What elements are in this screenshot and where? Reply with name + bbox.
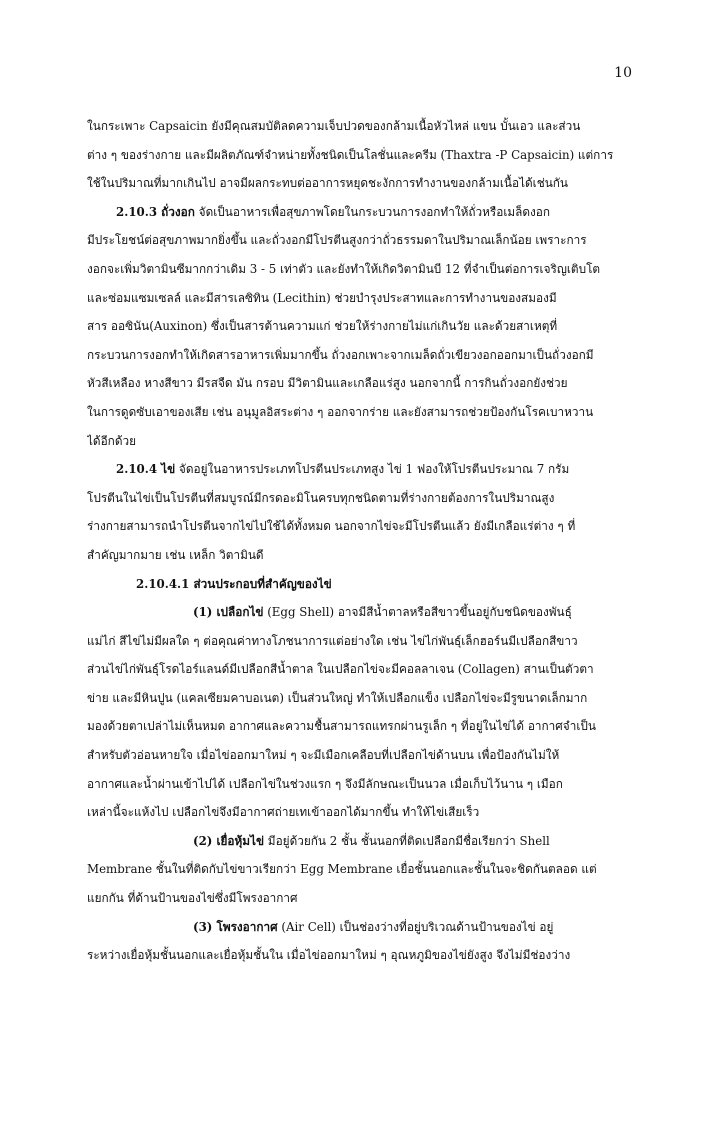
- text-line: [87, 684, 635, 713]
- bold-text: (1) เปลือกไข่: [193, 605, 264, 620]
- text-run: แยกกัน ที่ด้านป้านของไข่ซึ่งมีโพรงอากาศ: [87, 891, 298, 906]
- line-content: [116, 198, 550, 227]
- text-line: [87, 941, 635, 970]
- text-line: [87, 627, 635, 656]
- line-content: [87, 141, 613, 170]
- text-run: สำคัญมากมาย เช่น เหล็ก วิตามินดี: [87, 547, 264, 562]
- line-content: [87, 684, 587, 713]
- bold-text: (3) โพรงอากาศ: [193, 919, 278, 934]
- text-run: อากาศและน้ำผ่านเข้าไปได้ เปลือกไข่ในช่วงแรก ๆ จึงมีลักษณะเป็นนวล เมื่อเก็บไว้นาน ๆ เมือก: [87, 776, 563, 791]
- text-run: ในการดูดซับเอาของเสีย เช่น อนุมูลอิสระต่าง ๆ ออกจากร่าย และยังสามารถช่วยป้องกันโรคเบาหวาน: [87, 404, 594, 419]
- text-line: [87, 913, 635, 942]
- text-line: [87, 541, 635, 570]
- text-line: [87, 712, 635, 741]
- text-run: Membrane ชั้นในที่ติดกับไข่ขาวเรียกว่า Egg Membrane เยื่อชั้นนอกและชั้นในจะชิดกันตลอด แต่: [87, 862, 597, 877]
- line-content: [87, 627, 578, 656]
- line-content: [87, 541, 264, 570]
- text-line: [87, 169, 635, 198]
- line-content: [87, 798, 479, 827]
- text-run: มีอยู่ด้วยกัน 2 ชั้น ชั้นนอกที่ติดเปลือกมีชื่อเรียกว่า Shell: [264, 833, 550, 848]
- text-run: มีประโยชน์ต่อสุขภาพมากยิ่งขึ้น และถั่วงอกมีโปรตีนสูงกว่าถั่วธรรมดาในปริมาณเล็กน้อย เพราะการ: [87, 233, 587, 248]
- text-run: ใช้ในปริมาณที่มากเกินไป อาจมีผลกระทบต่ออาการหยุดชะงักการทำงานของกล้ามเนื้อได้เช่นกัน: [87, 176, 568, 191]
- text-run: หัวสีเหลือง หางสีขาว มีรสจืด มัน กรอบ มีวิตามินและเกลือแร่สูง นอกจากนี้ การกินถั่วงอกยังช่วย: [87, 376, 568, 391]
- text-line: [87, 226, 635, 255]
- text-run: โปรตีนในไข่เป็นโปรตีนที่สมบูรณ์มีกรดอะมิโนครบทุกชนิดตามที่ร่างกายต้องการในปริมาณสูง: [87, 490, 555, 505]
- text-run: สำหรับตัวอ่อนหายใจ เมื่อไข่ออกมาใหม่ ๆ จะมีเมือกเคลือบที่เปลือกไข่ด้านบน เพื่อป้องกันไม่ให้: [87, 748, 560, 763]
- line-content: [87, 484, 554, 513]
- text-run: เหล่านี้จะแห้งไป เปลือกไข่จึงมีอากาศถ่ายเทเข้าออกได้มากขึ้น ทำให้ไข่เสียเร็ว: [87, 805, 480, 820]
- line-content: [87, 741, 559, 770]
- text-line: [87, 741, 635, 770]
- bold-text: (2) เยื่อหุ้มไข่: [193, 833, 265, 848]
- text-run: มองด้วยตาเปล่าไม่เห็นหมด อากาศและความชื้นสามารถแทรกผ่านรูเล็ก ๆ ที่อยู่ในไข่ได้ อากาศจำเป็น: [87, 719, 596, 734]
- bold-text: 2.10.4 ไข่: [116, 462, 176, 477]
- line-content: [87, 255, 600, 284]
- line-content: [87, 884, 298, 913]
- line-content: [193, 598, 572, 627]
- text-line: [87, 827, 635, 856]
- text-line: [87, 141, 635, 170]
- text-line: [87, 655, 635, 684]
- page-number: 10: [614, 65, 632, 81]
- line-content: [193, 913, 553, 942]
- text-line: [87, 198, 635, 227]
- line-content: [87, 770, 563, 799]
- text-run: กระบวนการงอกทำให้เกิดสารอาหารเพิ่มมากขึ้น ถั่วงอกเพาะจากเมล็ดถั่วเขียวงอกออกมาเป็นถั่วงอกมี: [87, 347, 594, 362]
- body-text: [87, 112, 635, 970]
- text-line: [87, 570, 635, 599]
- text-line: [87, 484, 635, 513]
- line-content: [116, 455, 569, 484]
- text-run: จัดอยู่ในอาหารประเภทโปรตีนประเภทสูง ไข่ 1 ฟองให้โปรตีนประมาณ 7 กรัม: [175, 462, 570, 477]
- line-content: [87, 712, 596, 741]
- line-content: [87, 226, 587, 255]
- line-content: [87, 427, 136, 456]
- line-content: [87, 855, 597, 884]
- text-line: [87, 884, 635, 913]
- line-content: [87, 112, 580, 141]
- line-content: [87, 655, 594, 684]
- text-line: [87, 427, 635, 456]
- text-run: สาร ออซินัน(Auxinon) ซึ่งเป็นสารต้านความแก่ ช่วยให้ร่างกายไม่แก่เกินวัย และด้วยสาเหตุที่: [87, 319, 558, 334]
- line-content: [87, 341, 594, 370]
- text-line: [87, 455, 635, 484]
- text-line: [87, 312, 635, 341]
- line-content: [193, 827, 550, 856]
- text-line: [87, 770, 635, 799]
- text-line: [87, 598, 635, 627]
- bold-text: 2.10.4.1 ส่วนประกอบที่สำคัญของไข่: [136, 576, 332, 591]
- line-content: [136, 570, 332, 599]
- text-line: [87, 855, 635, 884]
- text-line: [87, 112, 635, 141]
- line-content: [87, 312, 557, 341]
- line-content: [87, 941, 570, 970]
- text-line: [87, 398, 635, 427]
- text-run: แม่ไก่ สีไข่ไม่มีผลใด ๆ ต่อคุณค่าทางโภชนาการแต่อย่างใด เช่น ไข่ไก่พันธุ์เล็กฮอร์นมีเปลือกสีขาว: [87, 633, 578, 648]
- line-content: [87, 284, 557, 313]
- line-content: [87, 398, 593, 427]
- text-run: ได้อีกด้วย: [87, 433, 137, 448]
- text-run: งอกจะเพิ่มวิตามินซีมากกว่าเดิม 3 - 5 เท่าตัว และยังทำให้เกิดวิตามินบี 12 ที่จำเป็นต่อการเจริญเติบโต: [87, 261, 601, 276]
- text-line: [87, 369, 635, 398]
- text-run: ข่าย และมีหินปูน (แคลเซียมคาบอเนต) เป็นส่วนใหญ่ ทำให้เปลือกแข็ง เปลือกไข่จะมีรูขนาดเล็กมาก: [87, 690, 588, 705]
- text-run: ระหว่างเยื่อหุ้มชั้นนอกและเยื่อหุ้มชั้นใน เมื่อไข่ออกมาใหม่ ๆ อุณหภูมิของไข่ยังสูง จึงไม่มีช่องว่าง: [87, 948, 571, 963]
- text-run: ส่วนไข่ไก่พันธุ์โรดไอร์แลนด์มีเปลือกสีน้ำตาล ในเปลือกไข่จะมีคอลลาเจน (Collagen) สานเป็นตัวตา: [87, 662, 594, 677]
- text-run: จัดเป็นอาหารเพื่อสุขภาพโดยในกระบวนการงอกทำให้ถั่วหรือเมล็ดงอก: [194, 204, 551, 219]
- text-run: (Egg Shell) อาจมีสีน้ำตาลหรือสีขาวขึ้นอยู่กับชนิดของพันธุ์: [263, 605, 572, 620]
- text-line: [87, 284, 635, 313]
- text-line: [87, 255, 635, 284]
- text-line: [87, 512, 635, 541]
- line-content: [87, 512, 575, 541]
- text-run: ร่างกายสามารถนำโปรตีนจากไข่ไปใช้ได้ทั้งหมด นอกจากไข่จะมีโปรตีนแล้ว ยังมีเกลือแร่ต่าง ๆ ที่: [87, 519, 576, 534]
- text-line: [87, 341, 635, 370]
- text-line: [87, 798, 635, 827]
- line-content: [87, 369, 568, 398]
- bold-text: 2.10.3 ถั่วงอก: [116, 204, 195, 219]
- line-content: [87, 169, 568, 198]
- text-run: ต่าง ๆ ของร่างกาย และมีผลิตภัณฑ์จำหน่ายทั้งชนิดเป็นโลชั่นและครีม (Thaxtra -P Capsaicin) แต่การ: [87, 147, 614, 162]
- text-run: ในกระเพาะ Capsaicin ยังมีคุณสมบัติลดความเจ็บปวดของกล้ามเนื้อหัวไหล่ แขน บั้นเอว และส่วน: [87, 119, 581, 133]
- text-run: (Air Cell) เป็นช่องว่างที่อยู่บริเวณด้านป้านของไข่ อยู่: [277, 919, 554, 934]
- text-run: และซ่อมแซมเซลล์ และมีสารเลซิทิน (Lecithin) ช่วยบำรุงประสาทและการทำงานของสมองมี: [87, 290, 557, 305]
